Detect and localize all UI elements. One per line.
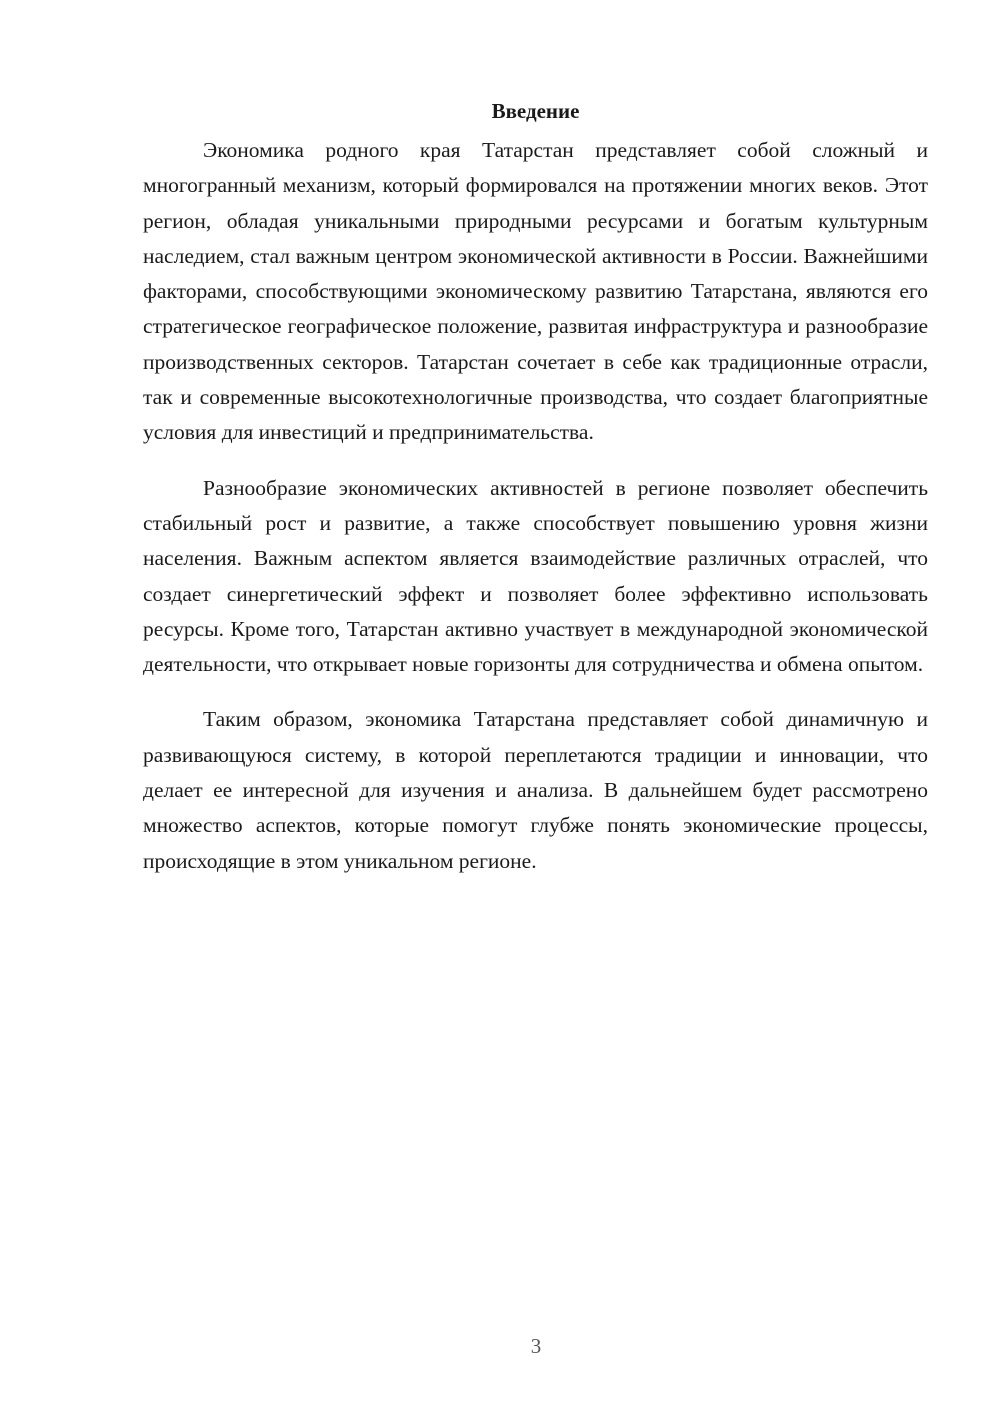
paragraph-3: Таким образом, экономика Татарстана представляет собой динамичную и развивающуюся систему, в которой переплетаются традиции и инновации, что делает ее интересной для изучения и анализа. В дальнейшем будет рассмотрено множество аспектов, которые помогут глубже понять экономические процессы, происходящие в этом уникальном регионе. [143, 707, 928, 873]
section-heading: Введение [491, 99, 580, 123]
paragraph-1: Экономика родного края Татарстан представляет собой сложный и многогранный механизм, который формировался на протяжении многих веков. Этот регион, обладая уникальными природными ресурсами и богатым культурным наследием, стал важным центром экономической активности в России. Важнейшими факторами, способствующими экономическому развитию Татарстана, являются его стратегическое географическое положение, развитая инфраструктура и разнообразие производственных секторов. Татарстан сочетает в себе как традиционные отрасли, так и современные высокотехнологичные производства, что создает благоприятные условия для инвестиций и предпринимательства. [143, 138, 928, 445]
page-content [143, 96, 928, 899]
page-number: 3 [530, 1334, 542, 1358]
paragraph-2: Разнообразие экономических активностей в регионе позволяет обеспечить стабильный рост и развитие, а также способствует повышению уровня жизни населения. Важным аспектом является взаимодействие различных отраслей, что создает синергетический эффект и позволяет более эффективно использовать ресурсы. Кроме того, Татарстан активно участвует в международной экономической деятельности, что открывает новые горизонты для сотрудничества и обмена опытом. [143, 475, 928, 677]
